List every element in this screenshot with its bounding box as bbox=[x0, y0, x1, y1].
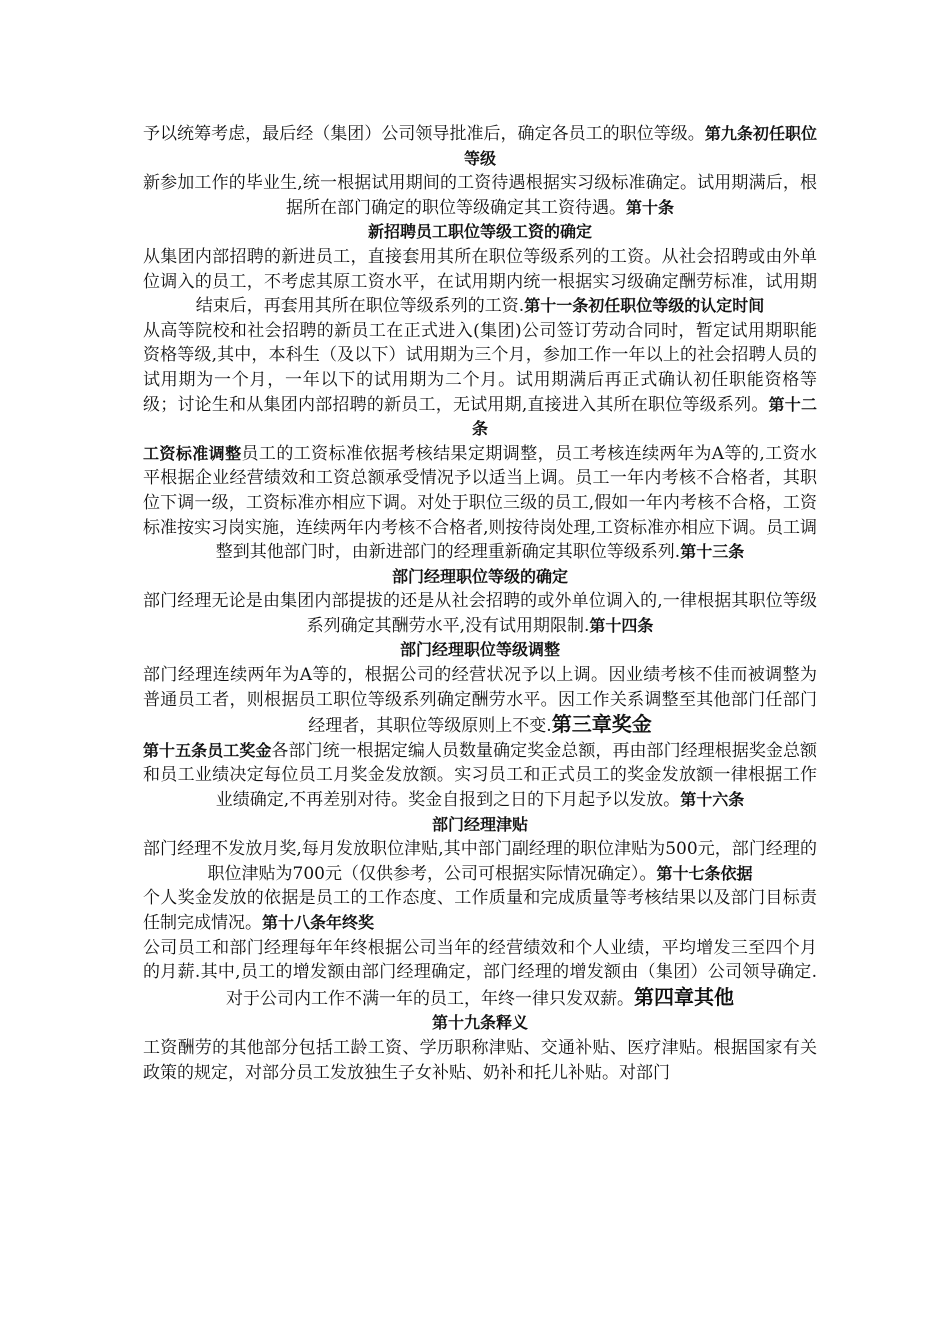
body-text: 个人奖金发放的依据是员工的工作态度、工作质量和完成质量等考核结果以及部门目标责任制完成情况。 bbox=[143, 888, 817, 933]
body-text: 从高等院校和社会招聘的新员工在正式进入(集团)公司签订劳动合同时，暂定试用期职能资格等级,其中，本科生（及以下）试用期为三个月，参加工作一年以上的社会招聘人员的试用期为一个月，一年以下的试用期为二个月。试用期满后再正式确认初任职能资格等级；讨论生和从集团内部招聘的新员工，无试用期,直接进入其所在职位等级系列。 bbox=[143, 320, 817, 415]
paragraph bbox=[143, 936, 817, 1012]
body-text: 部门经理不发放月奖,每月发放职位津贴,其中部门副经理的职位津贴为500元，部门经理的职位津贴为700元（仅供参考，公司可根据实际情况确定）。 bbox=[143, 839, 817, 884]
article-title: 新招聘员工职位等级工资的确定 bbox=[367, 222, 592, 242]
article-title: 第十九条释义 bbox=[431, 1013, 528, 1033]
paragraph bbox=[143, 442, 817, 565]
paragraph bbox=[143, 122, 817, 171]
article-heading: 第十一条初任职位等级的认定时间 bbox=[524, 296, 765, 316]
paragraph bbox=[143, 245, 817, 319]
body-text: 员工的工资标准依据考核结果定期调整，员工考核连续两年为A等的,工资水平根据企业经营绩效和工资总额承受情况予以适当上调。员工一年内考核不合格者，其职位下调一级，工资标准亦相应下调。对处于职位三级的员工,假如一年内考核不合格，工资标准按实习岗实施，连续两年内考核不合格者,则按待岗处理,工资标准亦相应下调。员工调整到其他部门时，由新进部门的经理重新确定其职位等级系列. bbox=[143, 443, 817, 563]
paragraph bbox=[143, 1036, 817, 1085]
body-text: 工资酬劳的其他部分包括工龄工资、学历职称津贴、交通补贴、医疗津贴。根据国家有关政策的规定，对部分员工发放独生子女补贴、奶补和托儿补贴。对部门 bbox=[143, 1037, 817, 1083]
section-heading bbox=[143, 1011, 817, 1036]
paragraph bbox=[143, 886, 817, 935]
body-text: 各部门统一根据定编人员数量确定奖金总额，再由部门经理根据奖金总额和员工业绩决定每位员工月奖金发放额。实习员工和正式员工的奖金发放额一律根据工作业绩确定,不再差别对待。奖金自报到之日的下月起予以发放。 bbox=[143, 740, 817, 811]
paragraph bbox=[143, 589, 817, 638]
paragraph bbox=[143, 319, 817, 442]
article-heading: 第十二条 bbox=[471, 394, 817, 439]
document-page bbox=[143, 122, 817, 1085]
article-title: 部门经理职位等级的确定 bbox=[391, 566, 568, 586]
article-heading: 第十七条依据 bbox=[656, 863, 753, 883]
section-heading bbox=[143, 638, 817, 663]
chapter-heading: 第四章其他 bbox=[634, 984, 734, 1009]
body-text: 部门经理无论是由集团内部提拔的还是从社会招聘的或外单位调入的,一律根据其职位等级系列确定其酬劳水平,没有试用期限制. bbox=[143, 591, 817, 636]
body-text: 新参加工作的毕业生,统一根据试用期间的工资待遇根据实习级标准确定。试用期满后，根据所在部门确定的职位等级确定其工资待遇。 bbox=[143, 173, 817, 218]
paragraph bbox=[143, 663, 817, 739]
paragraph bbox=[143, 171, 817, 220]
paragraph bbox=[143, 739, 817, 813]
body-text: 部门经理连续两年为A等的，根据公司的经营状况予以上调。因业绩考核不佳而被调整为普通员工者，则根据员工职位等级系列确定酬劳水平。因工作关系调整至其他部门任部门经理者，其职位等级原则上不变. bbox=[143, 665, 817, 737]
article-title: 第十五条员工奖金 bbox=[143, 740, 272, 760]
article-title: 部门经理津贴 bbox=[431, 814, 528, 834]
chapter-heading: 第三章奖金 bbox=[551, 712, 652, 737]
article-heading: 第十六条 bbox=[680, 790, 745, 810]
article-title: 部门经理职位等级调整 bbox=[399, 640, 560, 660]
section-heading bbox=[143, 565, 817, 590]
section-heading bbox=[143, 813, 817, 838]
article-heading: 第九条初任职位等级 bbox=[463, 124, 817, 168]
section-heading bbox=[143, 220, 817, 245]
article-heading: 第十条 bbox=[625, 197, 674, 217]
article-title: 工资标准调整 bbox=[143, 443, 242, 463]
body-text: 从集团内部招聘的新进员工，直接套用其所在职位等级系列的工资。从社会招聘或由外单位调入的员工，不考虑其原工资水平，在试用期内统一根据实习级确定酬劳标准，试用期结束后，再套用其所在职位等级系列的工资. bbox=[143, 246, 817, 317]
body-text: 予以统筹考虑，最后经（集团）公司领导批准后，确定各员工的职位等级。 bbox=[143, 124, 705, 144]
paragraph bbox=[143, 837, 817, 886]
article-heading: 第十八条年终奖 bbox=[262, 913, 375, 932]
body-text: 公司员工和部门经理每年年终根据公司当年的经营绩效和个人业绩，平均增发三至四个月的月薪.其中,员工的增发额由部门经理确定，部门经理的增发额由（集团）公司领导确定.对于公司内工作不满一年的员工，年终一律只发双薪。 bbox=[143, 937, 817, 1009]
article-heading: 第十四条 bbox=[589, 615, 654, 635]
article-heading: 第十三条 bbox=[680, 542, 745, 562]
